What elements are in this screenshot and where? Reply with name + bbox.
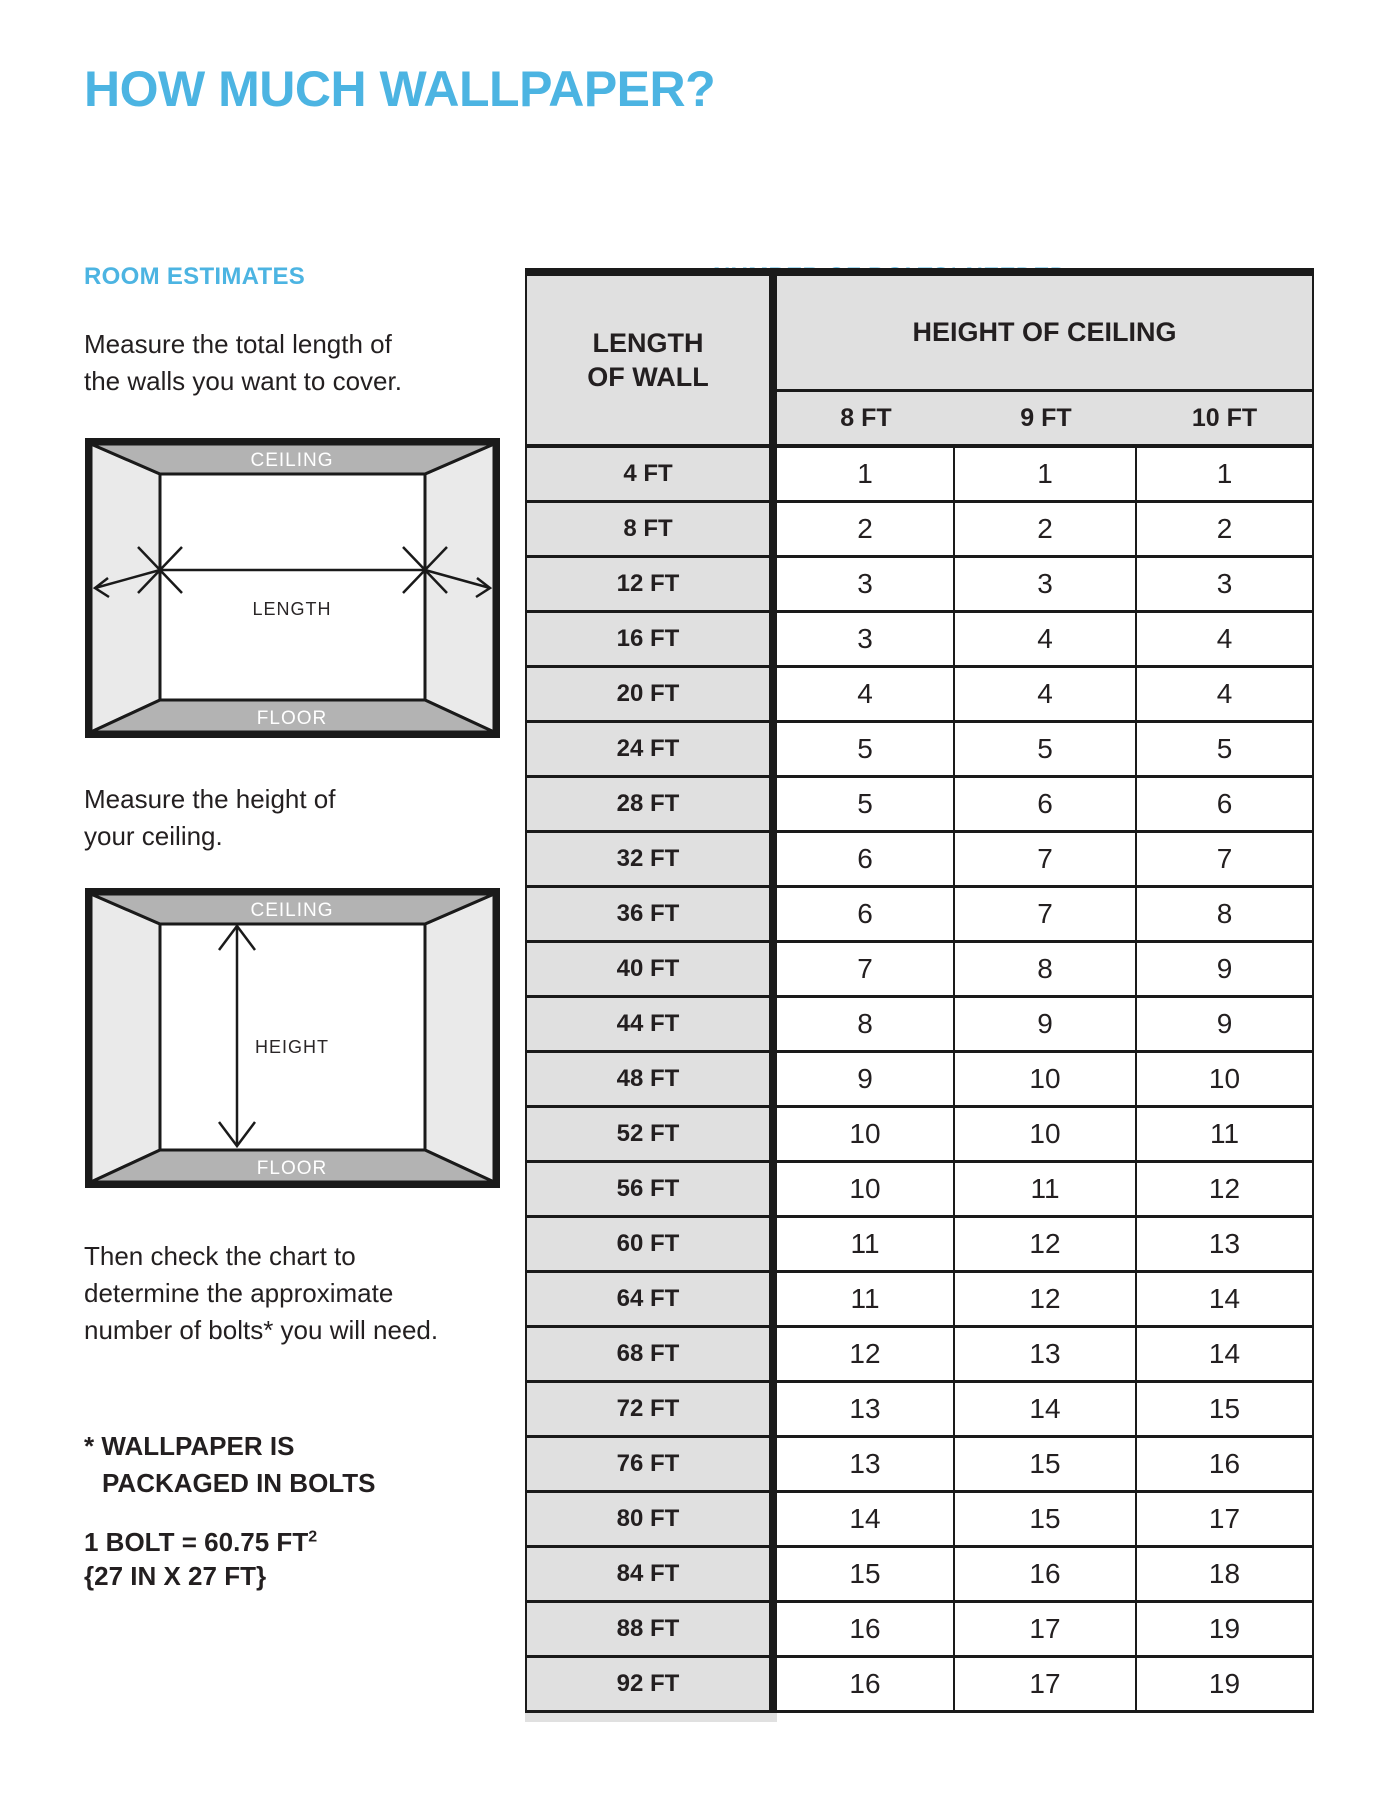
bolt-count-cell: 2 <box>777 503 955 558</box>
bolt-count-cell: 5 <box>955 723 1137 778</box>
room-length-diagram <box>85 438 500 738</box>
bolts-table <box>525 268 1314 1713</box>
bolt-count-cell: 7 <box>955 833 1137 888</box>
wall-length-row-label: 36 FT <box>527 888 777 943</box>
right-wall-face <box>425 444 494 732</box>
bolt-count-cell: 9 <box>1137 943 1312 998</box>
wall-length-row-label: 32 FT <box>527 833 777 888</box>
bolt-count-cell: 6 <box>1137 778 1312 833</box>
bolt-count-cell: 7 <box>777 943 955 998</box>
bolt-count-cell: 6 <box>955 778 1137 833</box>
back-wall-face <box>160 474 425 700</box>
bolt-formula <box>84 1524 317 1561</box>
bolt-count-cell: 6 <box>777 888 955 943</box>
bolt-count-cell: 4 <box>1137 613 1312 668</box>
bolt-count-cell: 16 <box>955 1548 1137 1603</box>
bolt-count-cell: 8 <box>955 943 1137 998</box>
bolt-count-cell: 11 <box>777 1218 955 1273</box>
bolt-count-cell: 16 <box>1137 1438 1312 1493</box>
bolt-count-cell: 12 <box>777 1328 955 1383</box>
bolt-count-cell: 13 <box>777 1383 955 1438</box>
wall-length-row-label: 80 FT <box>527 1493 777 1548</box>
bolt-count-cell: 7 <box>955 888 1137 943</box>
wall-length-row-label: 12 FT <box>527 558 777 613</box>
wall-length-row-label: 84 FT <box>527 1548 777 1603</box>
wall-length-row-label: 64 FT <box>527 1273 777 1328</box>
bolt-count-cell: 1 <box>777 448 955 503</box>
bolt-count-cell: 3 <box>777 613 955 668</box>
bolt-dimensions: {27 IN X 27 FT} <box>84 1561 267 1591</box>
bolt-count-cell: 10 <box>1137 1053 1312 1108</box>
wall-length-row-label: 24 FT <box>527 723 777 778</box>
step1-line1: Measure the total length of <box>84 329 392 359</box>
bolt-count-cell: 2 <box>955 503 1137 558</box>
bolt-count-cell: 12 <box>955 1273 1137 1328</box>
bolt-count-cell: 14 <box>777 1493 955 1548</box>
bolt-count-cell: 4 <box>1137 668 1312 723</box>
column-header-8ft: 8 FT <box>777 392 955 448</box>
bolt-count-cell: 16 <box>777 1658 955 1713</box>
bolt-count-cell: 6 <box>777 833 955 888</box>
step3-line1: Then check the chart to <box>84 1241 356 1271</box>
step1-text <box>84 326 402 400</box>
left-wall-face <box>91 894 160 1182</box>
bolt-count-cell: 13 <box>955 1328 1137 1383</box>
bolt-formula-exponent: 2 <box>308 1528 318 1546</box>
bolt-count-cell: 13 <box>777 1438 955 1493</box>
bolt-count-cell: 8 <box>1137 888 1312 943</box>
bolts-footnote <box>84 1428 375 1502</box>
bolt-count-cell: 12 <box>955 1218 1137 1273</box>
bolt-count-cell: 16 <box>777 1603 955 1658</box>
bolt-count-cell: 10 <box>955 1053 1137 1108</box>
wall-length-row-label: 88 FT <box>527 1603 777 1658</box>
bolt-count-cell: 3 <box>955 558 1137 613</box>
bolt-count-cell: 5 <box>1137 723 1312 778</box>
table-bottom-strip <box>525 1713 777 1722</box>
height-label: HEIGHT <box>255 1037 330 1057</box>
wall-length-row-label: 40 FT <box>527 943 777 998</box>
bolt-count-cell: 17 <box>955 1603 1137 1658</box>
bolt-count-cell: 9 <box>955 998 1137 1053</box>
wall-length-row-label: 60 FT <box>527 1218 777 1273</box>
step2-line2: your ceiling. <box>84 821 223 851</box>
bolt-count-cell: 15 <box>955 1438 1137 1493</box>
left-wall-face <box>91 444 160 732</box>
right-wall-face <box>425 894 494 1182</box>
bolt-count-cell: 11 <box>955 1163 1137 1218</box>
corner-header-line2: OF WALL <box>587 362 709 392</box>
bolt-count-cell: 17 <box>1137 1493 1312 1548</box>
bolt-count-cell: 15 <box>777 1548 955 1603</box>
bolt-count-cell: 1 <box>1137 448 1312 503</box>
bolt-count-cell: 5 <box>777 778 955 833</box>
corner-header-line1: LENGTH <box>592 328 704 358</box>
bolt-count-cell: 2 <box>1137 503 1312 558</box>
column-header-10ft: 10 FT <box>1137 392 1312 448</box>
bolt-count-cell: 10 <box>777 1163 955 1218</box>
bolt-count-cell: 14 <box>1137 1328 1312 1383</box>
ceiling-label: CEILING <box>250 450 334 471</box>
bolt-count-cell: 4 <box>777 668 955 723</box>
wall-length-row-label: 28 FT <box>527 778 777 833</box>
bolt-count-cell: 7 <box>1137 833 1312 888</box>
bolt-count-cell: 9 <box>777 1053 955 1108</box>
step3-line3: number of bolts* you will need. <box>84 1315 439 1345</box>
wall-length-row-label: 72 FT <box>527 1383 777 1438</box>
wall-length-row-label: 44 FT <box>527 998 777 1053</box>
bolt-count-cell: 17 <box>955 1658 1137 1713</box>
bolt-count-cell: 10 <box>955 1108 1137 1163</box>
bolt-count-cell: 15 <box>1137 1383 1312 1438</box>
wall-length-row-label: 56 FT <box>527 1163 777 1218</box>
column-header-9ft: 9 FT <box>955 392 1137 448</box>
bolt-count-cell: 19 <box>1137 1658 1312 1713</box>
bolt-count-cell: 8 <box>777 998 955 1053</box>
bolt-count-cell: 5 <box>777 723 955 778</box>
bolt-count-cell: 13 <box>1137 1218 1312 1273</box>
group-header: HEIGHT OF CEILING <box>777 276 1312 392</box>
bolt-count-cell: 18 <box>1137 1548 1312 1603</box>
bolt-count-cell: 11 <box>1137 1108 1312 1163</box>
wall-length-row-label: 48 FT <box>527 1053 777 1108</box>
step3-line2: determine the approximate <box>84 1278 394 1308</box>
bolt-count-cell: 1 <box>955 448 1137 503</box>
bolt-formula-text: 1 BOLT = 60.75 FT <box>84 1527 309 1557</box>
wall-length-row-label: 8 FT <box>527 503 777 558</box>
footnote-line1: * WALLPAPER IS <box>84 1431 295 1461</box>
bolt-count-cell: 14 <box>1137 1273 1312 1328</box>
bolt-count-cell: 9 <box>1137 998 1312 1053</box>
wall-length-row-label: 4 FT <box>527 448 777 503</box>
step3-text <box>84 1238 438 1349</box>
bolt-count-cell: 3 <box>1137 558 1312 613</box>
wall-length-row-label: 68 FT <box>527 1328 777 1383</box>
step2-line1: Measure the height of <box>84 784 336 814</box>
bolt-count-cell: 3 <box>777 558 955 613</box>
bolt-count-cell: 4 <box>955 668 1137 723</box>
wall-length-row-label: 52 FT <box>527 1108 777 1163</box>
bolt-count-cell: 10 <box>777 1108 955 1163</box>
step1-line2: the walls you want to cover. <box>84 366 402 396</box>
length-label: LENGTH <box>252 599 332 619</box>
bolt-count-cell: 12 <box>1137 1163 1312 1218</box>
footnote-line2: PACKAGED IN BOLTS <box>102 1468 376 1498</box>
bolt-count-cell: 11 <box>777 1273 955 1328</box>
wall-length-row-label: 16 FT <box>527 613 777 668</box>
ceiling-label: CEILING <box>250 900 334 921</box>
bolt-count-cell: 15 <box>955 1493 1137 1548</box>
corner-header <box>527 276 777 448</box>
wall-length-row-label: 92 FT <box>527 1658 777 1713</box>
bolt-count-cell: 4 <box>955 613 1137 668</box>
floor-label: FLOOR <box>256 1158 328 1179</box>
wall-length-row-label: 76 FT <box>527 1438 777 1493</box>
room-estimates-heading: ROOM ESTIMATES <box>84 263 306 290</box>
room-height-diagram <box>85 888 500 1188</box>
floor-label: FLOOR <box>256 708 328 729</box>
step2-text <box>84 781 336 855</box>
bolt-count-cell: 19 <box>1137 1603 1312 1658</box>
bolt-count-cell: 14 <box>955 1383 1137 1438</box>
wall-length-row-label: 20 FT <box>527 668 777 723</box>
page-title: HOW MUCH WALLPAPER? <box>84 61 716 117</box>
